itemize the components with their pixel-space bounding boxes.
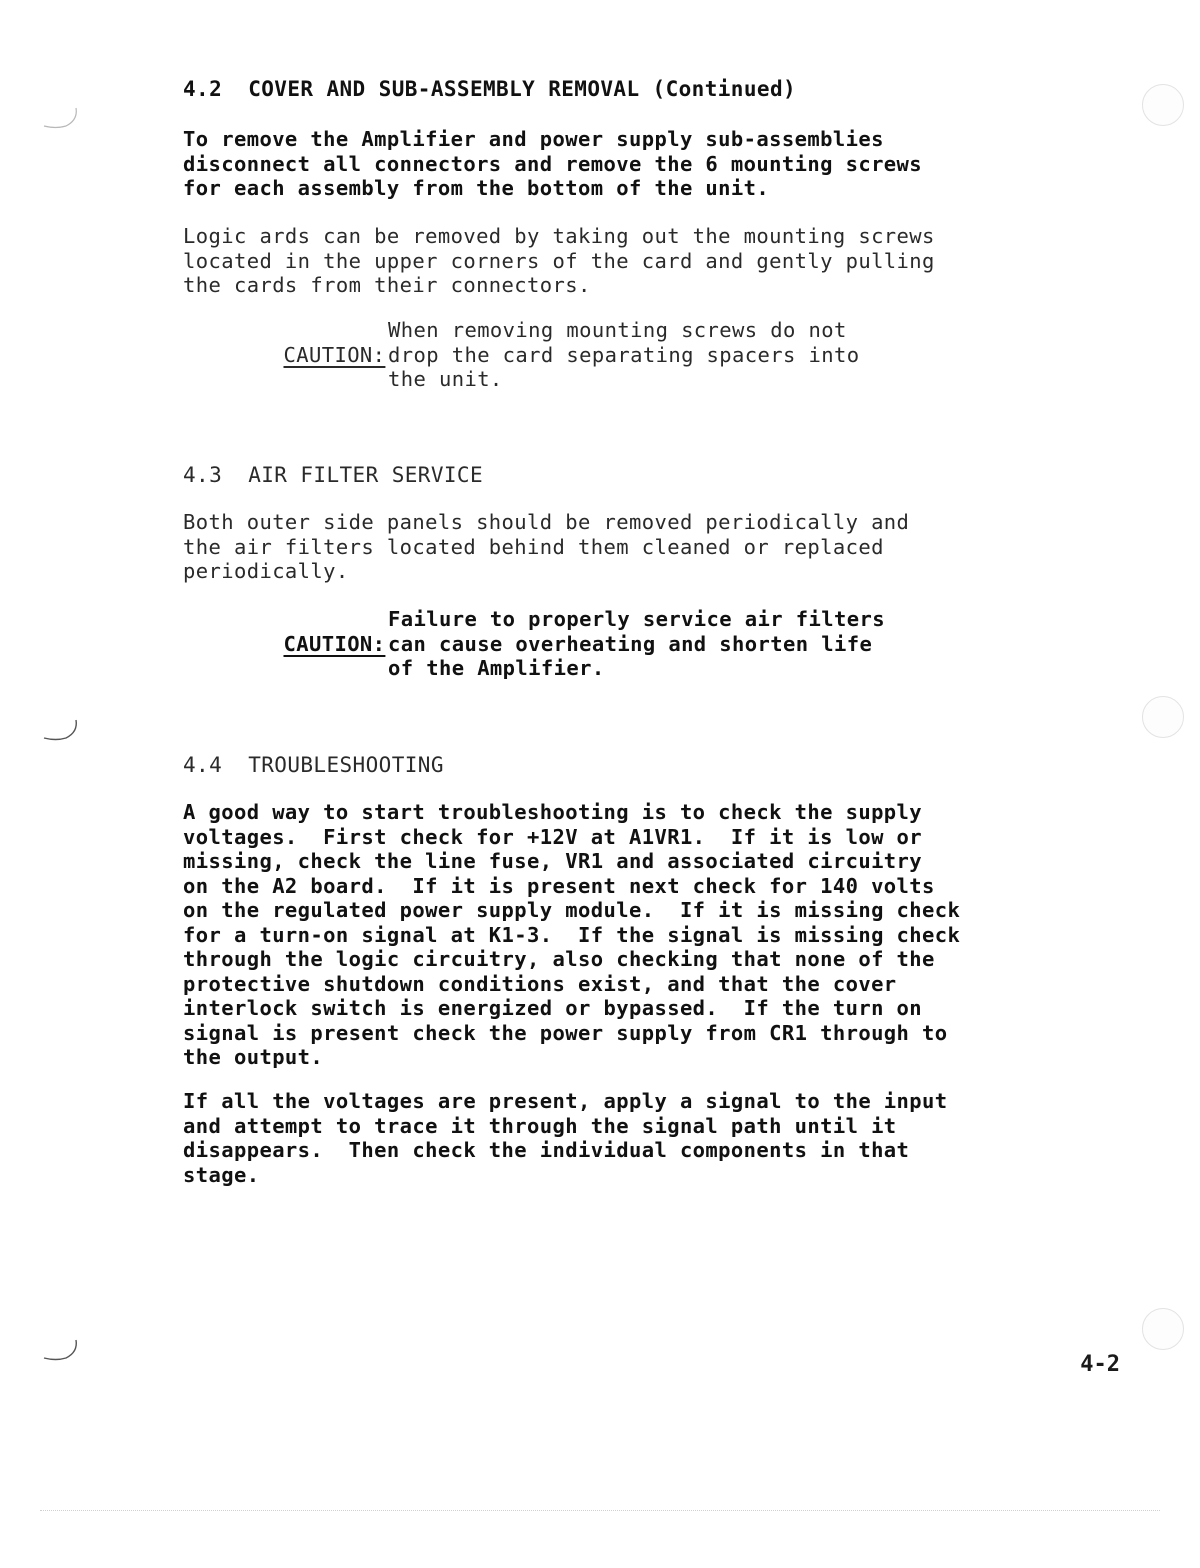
binder-hole-bottom: [1142, 1308, 1184, 1350]
caution-text: When removing mounting screws do not drop the card separating spacers into the unit.: [388, 318, 860, 391]
scan-edge-line: [40, 1510, 1160, 1511]
margin-mark-top: [40, 104, 80, 132]
section-4-4-heading: 4.4 TROUBLESHOOTING: [183, 753, 444, 777]
section-4-4-paragraph-2: If all the voltages are present, apply a signal to the input and attempt to trace it through the signal path until it disappears. Then check the individual components in that stage.: [183, 1089, 948, 1187]
binder-hole-top: [1142, 84, 1184, 126]
section-4-4-paragraph-1: A good way to start troubleshooting is to check the supply voltages. First check for +12V at A1VR1. If it is low or missing, check the line fuse, VR1 and associated circuitry on the A2 board. If it is present next check for 140 volts on the regulated power supply module. If it is missing check for a turn-on signal at K1-3. If the signal is missing check through the logic circuitry, also checking that none of the protective shutdown conditions exist, and that the cover interlock switch is energized or bypassed. If the turn on signal is present check the power supply from CR1 through to the output.: [183, 800, 961, 1069]
section-4-3-caution: [258, 607, 885, 681]
section-4-2-paragraph-2: Logic ards can be removed by taking out the mounting screws located in the upper corners of the card and gently pulling the cards from their connectors.: [183, 224, 935, 297]
caution-label: CAUTION:: [283, 342, 386, 367]
caution-text: Failure to properly service air filters can cause overheating and shorten life of the Amplifier.: [388, 607, 885, 680]
margin-mark-middle: [40, 716, 80, 744]
section-4-2-caution: [258, 318, 860, 392]
section-4-3-paragraph-1: Both outer side panels should be removed periodically and the air filters located behind them cleaned or replaced periodically.: [183, 510, 910, 583]
caution-label: CAUTION:: [283, 631, 386, 656]
margin-mark-bottom: [40, 1336, 80, 1364]
binder-hole-middle: [1142, 696, 1184, 738]
section-4-2-heading: 4.2 COVER AND SUB-ASSEMBLY REMOVAL (Continued): [183, 77, 797, 101]
page-number: 4-2: [1080, 1352, 1120, 1377]
section-4-2-paragraph-1: To remove the Amplifier and power supply sub-assemblies disconnect all connectors and remove the 6 mounting screws for each assembly from the bottom of the unit.: [183, 127, 923, 200]
section-4-3-heading: 4.3 AIR FILTER SERVICE: [183, 463, 483, 487]
